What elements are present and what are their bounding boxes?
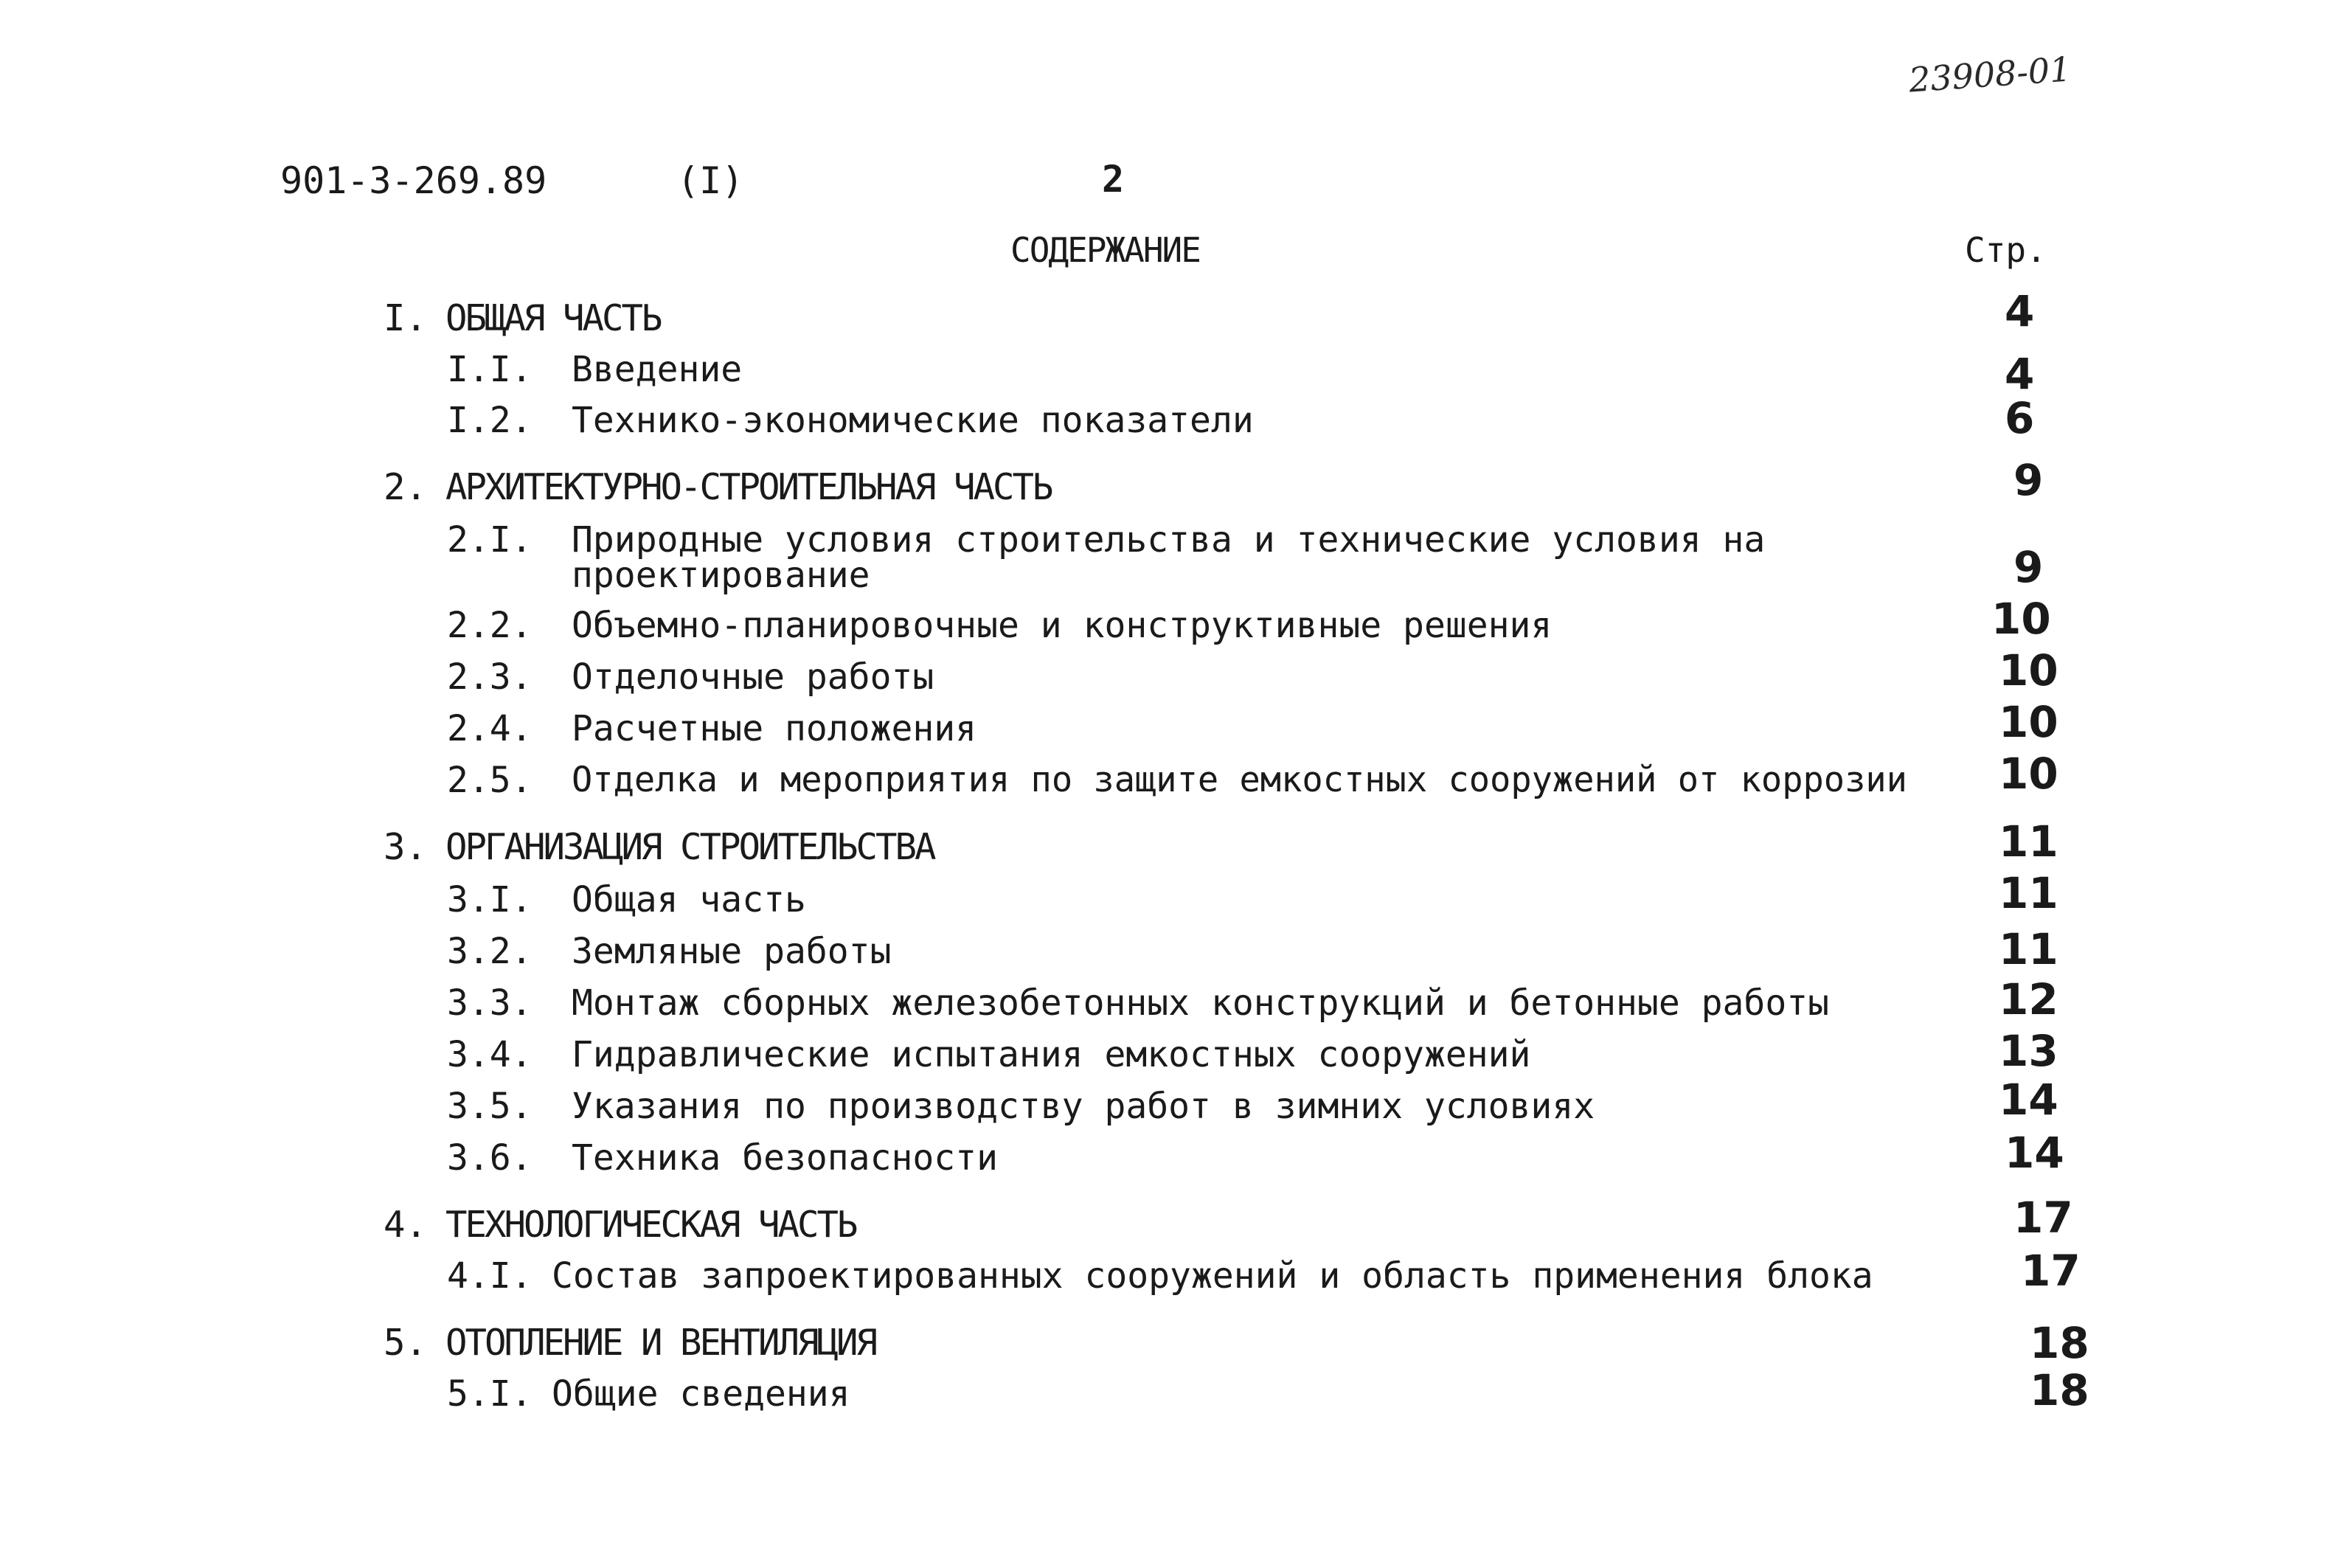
toc-item-number: 5.I.: [447, 1373, 533, 1415]
toc-section-number: I.: [384, 297, 428, 339]
toc-item-number: 3.6.: [447, 1137, 533, 1179]
page-number: 2: [1102, 158, 1125, 201]
toc-item-text: Отделочные работы: [572, 656, 934, 698]
toc-item-text: Расчетные положения: [572, 708, 977, 749]
toc-page: 10: [1999, 697, 2058, 747]
toc-page: 17: [2013, 1193, 2073, 1243]
toc-section-number: 2.: [384, 466, 428, 508]
document-code: 901-3-269.89: [280, 159, 547, 202]
toc-item-text: Введение: [572, 349, 743, 390]
toc-section-title: ОРГАНИЗАЦИЯ СТРОИТЕЛЬСТВА: [445, 826, 934, 868]
toc-section-number: 4.: [384, 1204, 428, 1246]
toc-item-number: 2.I.: [447, 519, 533, 561]
volume-number: (I): [677, 159, 744, 202]
toc-item-text: Техника безопасности: [572, 1137, 998, 1179]
toc-item-text: Отделка и мероприятия по защите емкостных сооружений от коррозии: [572, 760, 1907, 800]
toc-item-text: Указания по производству работ в зимних условиях: [572, 1086, 1595, 1127]
toc-page: 6: [2005, 393, 2035, 443]
toc-page: 13: [1999, 1026, 2058, 1076]
toc-section-number: 3.: [384, 826, 428, 868]
toc-page: 10: [1999, 749, 2058, 799]
toc-page: 18: [2030, 1318, 2089, 1368]
toc-page: 4: [2005, 349, 2035, 399]
toc-item-number: 2.5.: [447, 760, 533, 801]
toc-item-text: Состав запроектированных сооружений и область применения блока: [552, 1255, 1873, 1297]
toc-item-number: 3.I.: [447, 879, 533, 920]
archive-number: 23908-01: [1907, 49, 2073, 100]
toc-item-number: 3.5.: [447, 1086, 533, 1127]
toc-item-number: 2.3.: [447, 656, 533, 698]
toc-page: 4: [2005, 286, 2035, 336]
toc-page: 11: [1999, 924, 2058, 974]
toc-title: СОДЕРЖАНИЕ: [1010, 230, 1200, 270]
toc-page: 10: [1999, 645, 2058, 695]
toc-item-text: Земляные работы: [572, 931, 892, 972]
toc-section-number: 5.: [384, 1322, 428, 1364]
toc-item-number: 3.4.: [447, 1034, 533, 1075]
toc-page: 14: [1999, 1075, 2058, 1125]
toc-page: 9: [2013, 455, 2044, 505]
toc-item-number: 3.2.: [447, 931, 533, 972]
toc-section-title: ОТОПЛЕНИЕ И ВЕНТИЛЯЦИЯ: [445, 1322, 876, 1364]
toc-item-number: 4.I.: [447, 1255, 533, 1297]
toc-section-title: ОБЩАЯ ЧАСТЬ: [445, 297, 661, 339]
toc-page: 11: [1999, 868, 2058, 918]
toc-page: 12: [1999, 974, 2058, 1024]
toc-page: 17: [2021, 1246, 2081, 1296]
toc-page: 10: [1991, 594, 2051, 644]
toc-page: 18: [2030, 1365, 2089, 1415]
toc-item-number: 2.4.: [447, 708, 533, 749]
toc-item-text: Технико-экономические показатели: [572, 400, 1254, 441]
toc-item-number: I.I.: [447, 349, 533, 390]
toc-section-title: ТЕХНОЛОГИЧЕСКАЯ ЧАСТЬ: [445, 1204, 856, 1246]
toc-item-text: Объемно-планировочные и конструктивные решения: [572, 605, 1553, 646]
toc-page: 14: [2005, 1128, 2064, 1178]
page-column-label: Стр.: [1965, 230, 2047, 270]
toc-item-text-continuation: проектирование: [572, 555, 870, 596]
toc-page: 9: [2013, 542, 2044, 592]
toc-item-number: 2.2.: [447, 605, 533, 646]
toc-item-text: Монтаж сборных железобетонных конструкций и бетонные работы: [572, 982, 1830, 1024]
toc-item-text: Общие сведения: [552, 1373, 850, 1415]
toc-item-number: 3.3.: [447, 982, 533, 1024]
toc-item-text: Гидравлические испытания емкостных сооружений: [572, 1034, 1531, 1075]
toc-page: 11: [1999, 816, 2058, 867]
toc-item-number: I.2.: [447, 400, 533, 441]
toc-item-text: Общая часть: [572, 879, 806, 920]
toc-section-title: АРХИТЕКТУРНО-СТРОИТЕЛЬНАЯ ЧАСТЬ: [445, 466, 1052, 508]
toc-item-text: Природные условия строительства и технические условия на: [572, 519, 1766, 561]
